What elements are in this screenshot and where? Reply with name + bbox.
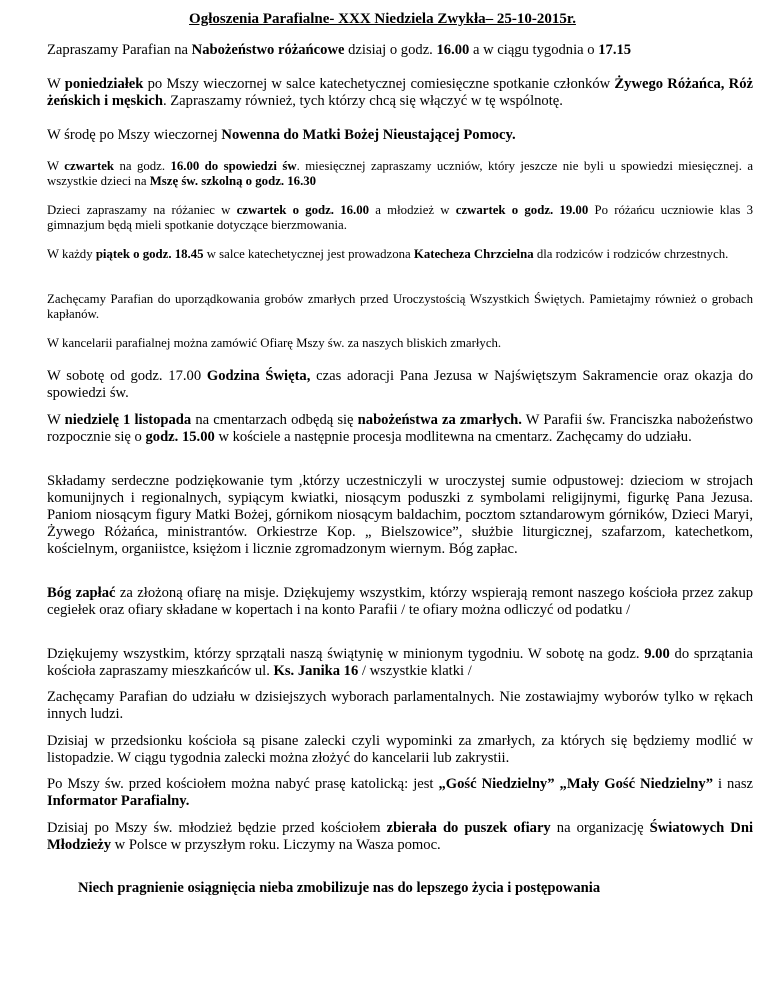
announcement-missions: Bóg zapłać za złożoną ofiarę na misje. Dziękujemy wszystkim, którzy wspierają remont naszego kościoła przez zakup cegiełek oraz ofiary składane w kopertach i na konto Parafii / te ofiary można odliczyć od podatku / [47,585,753,618]
page-title: Ogłoszenia Parafialne- XXX Niedziela Zwykła– 25-10-2015r. [189,11,576,27]
announcement-graves: Zachęcamy Parafian do uporządkowania grobów zmarłych przed Uroczystością Wszystkich Świętych. Pamietajmy również o grobach kapłanów. [47,292,753,321]
announcement-thursday-rosary: Dzieci zapraszamy na różaniec w czwartek o godz. 16.00 a młodzież w czwartek o godz. 19.00 Po różańcu uczniowie klas 3 gimnazjum będą mieli spotkanie dotyczące bierzmowania. [47,203,753,232]
announcement-press: Po Mszy św. przed kościołem można nabyć prasę katolicką: jest „Gość Niedzielny” „Mały Gość Niedzielny” i nasz Informator Parafialny. [47,776,753,809]
announcement-rosary: Zapraszamy Parafian na Nabożeństwo różańcowe dzisiaj o godz. 16.00 a w ciągu tygodnia o 17.15 [47,42,632,58]
announcement-saturday: W sobotę od godz. 17.00 Godzina Święta, czas adoracji Pana Jezusa w Najświętszym Sakramencie oraz okazja do spowiedzi św. [47,368,753,401]
announcement-friday: W każdy piątek o godz. 18.45 w salce katechetycznej jest prowadzona Katecheza Chrzcielna dla rodziców i rodziców chrzestnych. [47,247,729,261]
announcement-november: W niedzielę 1 listopada na cmentarzach odbędą się nabożeństwa za zmarłych. W Parafii św. Franciszka nabożeństwo rozpocznie się o godz. 15.00 w kościele a następnie procesja modlitewna na cmentarz. Zachęcamy do udziału. [47,412,753,445]
announcement-monday: W poniedziałek po Mszy wieczornej w salce katechetycznej comiesięczne spotkanie członków Żywego Różańca, Róż żeńskich i męskich. Zapraszamy również, tych którzy chcą się włączyć w tę wspólnotę. [47,76,753,109]
announcement-wednesday: W środę po Mszy wieczornej Nowenna do Matki Bożej Nieustającej Pomocy. [47,127,516,143]
announcement-thursday-confession: W czwartek na godz. 16.00 do spowiedzi św. miesięcznej zapraszamy uczniów, który jeszcze nie byli u spowiedzi miesięcznej. a wszystkie dzieci na Mszę św. szkolną o godz. 16.30 [47,159,754,188]
announcement-elections: Zachęcamy Parafian do udziału w dzisiejszych wyborach parlamentalnych. Nie zostawiajmy wyborów tylko w rękach innych ludzi. [47,689,753,722]
announcement-collection: Dzisiaj po Mszy św. młodzież będzie przed kościołem zbierała do puszek ofiary na organizację Światowych Dni Młodzieży w Polsce w przyszłym roku. Liczymy na Wasza pomoc. [47,820,753,853]
announcement-thanks-feast: Składamy serdeczne podziękowanie tym ,którzy uczestniczyli w uroczystej sumie odpustowej: dzieciom w strojach komunijnych i regionalnych, sypiącym kwiatki, niosącym poduszki z symbolami religijnymi, figurkę Pana Jezusa. Paniom niosącym figury Matki Bożej, górnikom niosącym baldachim, pocztom sztandarowym górników, Dzieci Maryi, Żywego Różańca, ministrantów. Orkiestrze Kop. „ Bielszowice”, służbie liturgicznej, szafarzom, katechetkom, kościelnym, organiistce, księżom i licznie zgromadzonym wiernym. Bóg zapłac. [47,473,753,557]
announcement-zalecki: Dzisiaj w przedsionku kościoła są pisane zalecki czyli wypominki za zmarłych, za których się będziemy modlić w listopadzie. W ciągu tygodnia zalecki można złożyć do kancelarii lub zakrystii. [47,733,753,766]
announcement-office: W kancelarii parafialnej można zamówić Ofiarę Mszy św. za naszych bliskich zmarłych. [47,336,502,350]
announcement-cleaning: Dziękujemy wszystkim, którzy sprzątali naszą świątynię w minionym tygodniu. W sobotę na godz. 9.00 do sprzątania kościoła zapraszamy mieszkańców ul. Ks. Janika 16 / wszystkie klatki / [47,646,753,679]
closing-line: Niech pragnienie osiągnięcia nieba zmobilizuje nas do lepszego życia i postępowania [78,880,601,896]
